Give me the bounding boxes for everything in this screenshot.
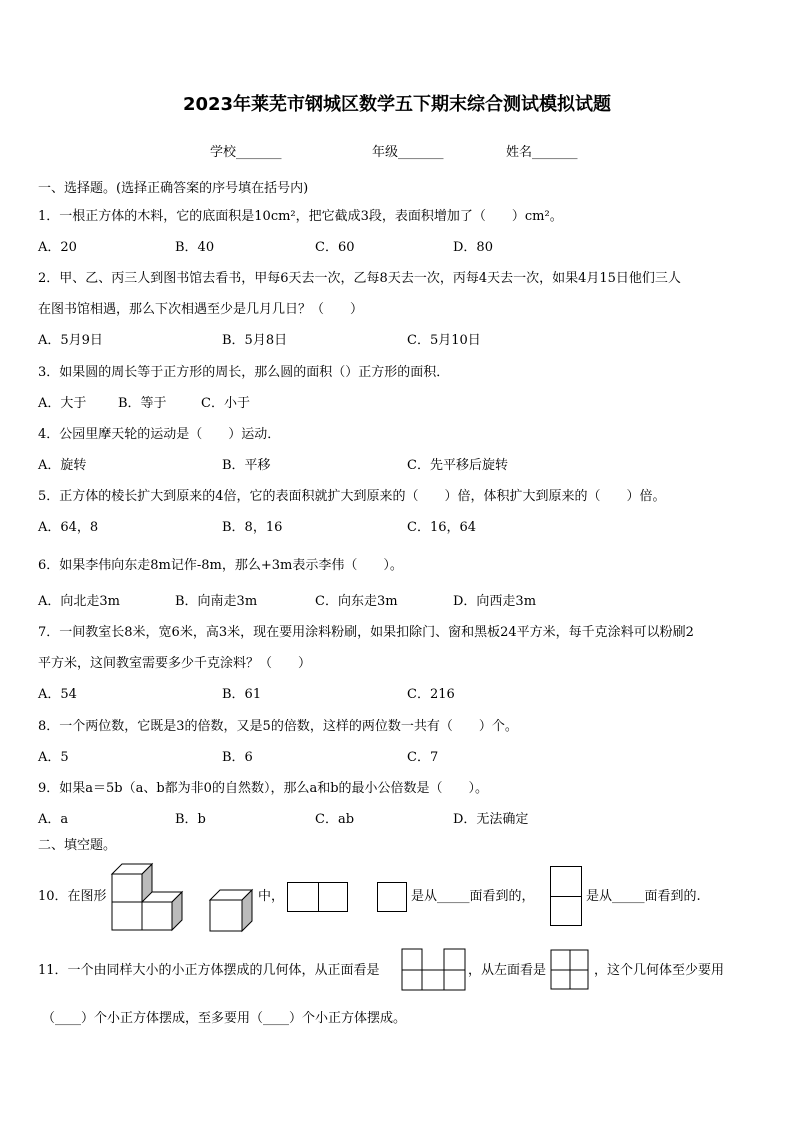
section-heading-fill: 二、填空题。 bbox=[38, 838, 117, 853]
option: A．5 bbox=[38, 750, 69, 765]
option: C．5月10日 bbox=[407, 333, 481, 348]
question-11-part3: ，这个几何体至少要用 bbox=[594, 963, 725, 978]
option: C．216 bbox=[407, 687, 455, 702]
option: A．旋转 bbox=[38, 458, 87, 473]
school-field: 学校_______ bbox=[210, 145, 282, 160]
option: A．a bbox=[38, 812, 69, 827]
grade-field: 年级_______ bbox=[372, 145, 444, 160]
option: A．54 bbox=[38, 687, 77, 702]
question-1: 1．一根正方体的木料，它的底面积是10cm²，把它截成3段，表面积增加了（ ）cm²。 bbox=[38, 209, 563, 224]
question-10-answer-2: 是从_____面看到的. bbox=[586, 889, 701, 904]
section-heading-choice: 一、选择题。(选择正确答案的序号填在括号内) bbox=[38, 181, 309, 196]
question-10-answer-1: 是从_____面看到的， bbox=[411, 889, 535, 904]
option: A．20 bbox=[38, 240, 77, 255]
option: C．60 bbox=[315, 240, 355, 255]
option: B．b bbox=[175, 812, 206, 827]
option: C．ab bbox=[315, 812, 355, 827]
view-two-squares-vertical bbox=[550, 866, 582, 897]
cube-stack-figure bbox=[110, 862, 190, 932]
option: C．向东走3m bbox=[315, 594, 398, 609]
option: D．向西走3m bbox=[453, 594, 537, 609]
question-7-line2: 平方米，这间教室需要多少千克涂料？（ ） bbox=[38, 656, 312, 671]
option: B．平移 bbox=[222, 458, 271, 473]
option: A．5月9日 bbox=[38, 333, 103, 348]
option: B．6 bbox=[222, 750, 253, 765]
left-view-figure bbox=[550, 949, 590, 991]
option: C．先平移后旋转 bbox=[407, 458, 508, 473]
question-3: 3．如果圆的周长等于正方形的周长，那么圆的面积（）正方形的面积． bbox=[38, 365, 450, 380]
option: D．无法确定 bbox=[453, 812, 529, 827]
question-4: 4．公园里摩天轮的运动是（ ）运动． bbox=[38, 427, 281, 442]
view-single-square bbox=[377, 882, 407, 912]
question-11-line2: （____）个小正方体摆成，至多要用（____）个小正方体摆成。 bbox=[42, 1011, 407, 1026]
question-9: 9．如果a＝5b（a、b都为非0的自然数），那么a和b的最小公倍数是（ ）。 bbox=[38, 781, 489, 796]
name-field: 姓名_______ bbox=[506, 145, 578, 160]
question-11-part1: 11．一个由同样大小的小正方体摆成的几何体，从正面看是 bbox=[38, 963, 380, 978]
page-title: 2023年莱芜市钢城区数学五下期末综合测试模拟试题 bbox=[182, 94, 612, 115]
option: B．5月8日 bbox=[222, 333, 288, 348]
question-10-mid: 中， bbox=[258, 889, 285, 904]
question-7-line1: 7．一间教室长8米，宽6米，高3米，现在要用涂料粉刷，如果扣除门、窗和黑板24平方米，每千克涂料可以粉刷2 bbox=[38, 625, 694, 640]
option: C．小于 bbox=[201, 396, 250, 411]
single-cube-figure bbox=[208, 888, 256, 933]
option: B．40 bbox=[175, 240, 215, 255]
option: A．向北走3m bbox=[38, 594, 120, 609]
option: B．61 bbox=[222, 687, 262, 702]
option: A．大于 bbox=[38, 396, 87, 411]
question-5: 5．正方体的棱长扩大到原来的4倍，它的表面积就扩大到原来的（ ）倍，体积扩大到原来的（ ）倍。 bbox=[38, 489, 666, 504]
option: D．80 bbox=[453, 240, 493, 255]
option: A．64，8 bbox=[38, 520, 99, 535]
view-two-squares-horizontal bbox=[287, 882, 319, 912]
view-two-squares-horizontal bbox=[318, 882, 348, 912]
front-view-figure bbox=[401, 948, 467, 992]
option: B．8，16 bbox=[222, 520, 283, 535]
view-two-squares-vertical bbox=[550, 896, 582, 926]
question-2-line2: 在图书馆相遇，那么下次相遇至少是几月几日？（ ） bbox=[38, 302, 364, 317]
question-2-line1: 2．甲、乙、丙三人到图书馆去看书，甲每6天去一次，乙每8天去一次，丙每4天去一次，如果4月15日他们三人 bbox=[38, 271, 681, 286]
question-8: 8．一个两位数，它既是3的倍数，又是5的倍数，这样的两位数一共有（ ）个。 bbox=[38, 719, 518, 734]
question-6: 6．如果李伟向东走8m记作-8m，那么+3m表示李伟（ ）。 bbox=[38, 558, 403, 573]
option: C．16，64 bbox=[407, 520, 477, 535]
question-11-part2: ，从左面看是 bbox=[468, 963, 547, 978]
option: C．7 bbox=[407, 750, 439, 765]
option: B．等于 bbox=[118, 396, 167, 411]
option: B．向南走3m bbox=[175, 594, 258, 609]
question-10-prefix: 10．在图形 bbox=[38, 889, 107, 904]
